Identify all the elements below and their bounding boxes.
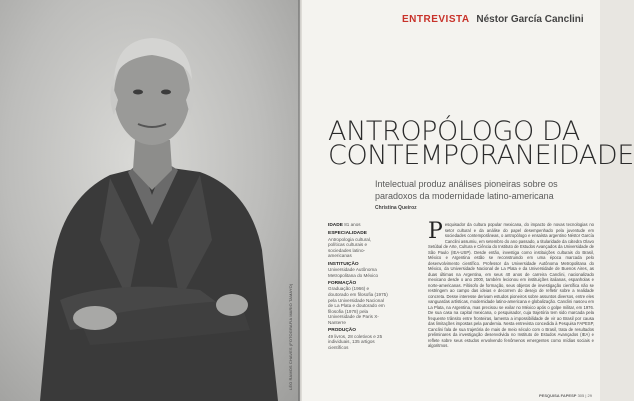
fact-value: Antropologia cultural, políticas culturais e sociedades latino-americanas <box>328 236 372 259</box>
fact-label: PRODUÇÃO <box>328 328 356 334</box>
fact-sidebar <box>328 222 388 353</box>
fact-label: INSTITUIÇÃO <box>328 261 359 267</box>
deck: Intelectual produz análises pioneiras sobre os paradoxos da modernidade latino-americana <box>375 179 558 201</box>
fact-education <box>328 281 388 326</box>
fact-label: IDADE <box>328 223 343 228</box>
fact-production <box>328 328 388 350</box>
fact-value: Universidade Autônoma Metropolitana do México <box>328 267 379 278</box>
fact-label: FORMAÇÃO <box>328 280 357 286</box>
magazine-name: PESQUISA FAPESP <box>539 393 577 398</box>
portrait-photo <box>0 0 300 401</box>
fact-age <box>328 222 388 229</box>
section-label: ENTREVISTA <box>402 14 470 25</box>
headline-line-2: CONTEMPORANEIDADE <box>328 140 634 171</box>
fact-institution <box>328 262 388 279</box>
section-header <box>402 14 584 25</box>
photo-credit: LÉO RAMOS CHAVES (FOTOGRAFIA MARIO TAMAYO) <box>288 283 293 390</box>
issue-number: 305 <box>577 393 585 398</box>
folio <box>539 393 592 398</box>
drop-cap: P <box>428 219 443 244</box>
headline <box>328 116 634 171</box>
fact-specialty <box>328 231 388 259</box>
byline: Christina Queiroz <box>375 205 417 211</box>
page-number: 29 <box>587 393 592 398</box>
fact-label: ESPECIALIDADE <box>328 231 367 237</box>
article-body <box>428 219 594 349</box>
fact-value: Graduação (1966) e doutorado em filosofia (1975) pela Universidade Nacional de La Plata e doutorado em filosofia (1978) pela Universidade de Paris X-Nanterre <box>328 286 388 325</box>
folio-separator: | <box>585 393 587 398</box>
photo-page <box>0 0 300 401</box>
headline-line-1: ANTROPÓLOGO DA <box>328 116 580 147</box>
article-page <box>302 0 634 401</box>
interviewee-name: Néstor García Canclini <box>476 14 584 25</box>
fact-value: 49 livros, 28 coletivos e 25 individuais, 135 artigos científicos <box>328 333 383 350</box>
article-text: esquisador da cultura popular mexicana, do impacto de novas tecnologias no setor cultural e da análise do papel desempenhado pela juventude em sociedades contemporâneas, o antropólogo e ensaísta argentino Néstor García Canclini assumiu, em setembro do ano passado, a titularidade da cátedra Olavo Setúbal de Arte, Cultura e Ciência do Instituto de Estudos Avançados da Universidade de São Paulo (IEA-USP). Desde então, investiga como instituições culturais do Brasil, México e Argentina estão se reconstruindo em uma época marcada pelo desenvolvimento científico. Professor da Universidade Autônoma Metropolitana do México, da Universidade Nacional de La Plata e da Universidade de Buenos Aires, as duas últimas na Argentina, em seus 40 anos de carreira Canclini, nacionalizado mexicano desde o ano 2000, também lecionou em instituições italianas, espanholas e norte-americanas. Filósofo de formação, seus objetos de investigação científica não se restringem ao campo das ideias e decorrem do desejo de refletir sobre a realidade concreta. Desse interesse derivam estudos pioneiros sobre assuntos diversos, entre eles vanguardas artísticas, modernidade latino-americana e globalização. Canclini nasceu em La Plata, na Argentina, mas precisou se exilar no México após o golpe militar, em 1976. De sua casa na capital mexicana, o pesquisador, cuja trajetória tem sido marcada pela frequente trânsito entre fronteiras, lamenta a impossibilidade de vir ao Brasil por causa das limitações impostas pela pandemia. Nesta entrevista concedida à Pesquisa FAPESP, Canclini fala de sua trajetória de mais de meio século com o Brasil, trata de resultados preliminares da investigação desenvolvida no Instituto de Estudos Avançados (IEA) e reflete sobre seus estudos envolvendo fenômenos emergentes como mídias sociais e algoritmos. <box>428 222 594 348</box>
fact-value: 81 anos <box>344 222 361 227</box>
